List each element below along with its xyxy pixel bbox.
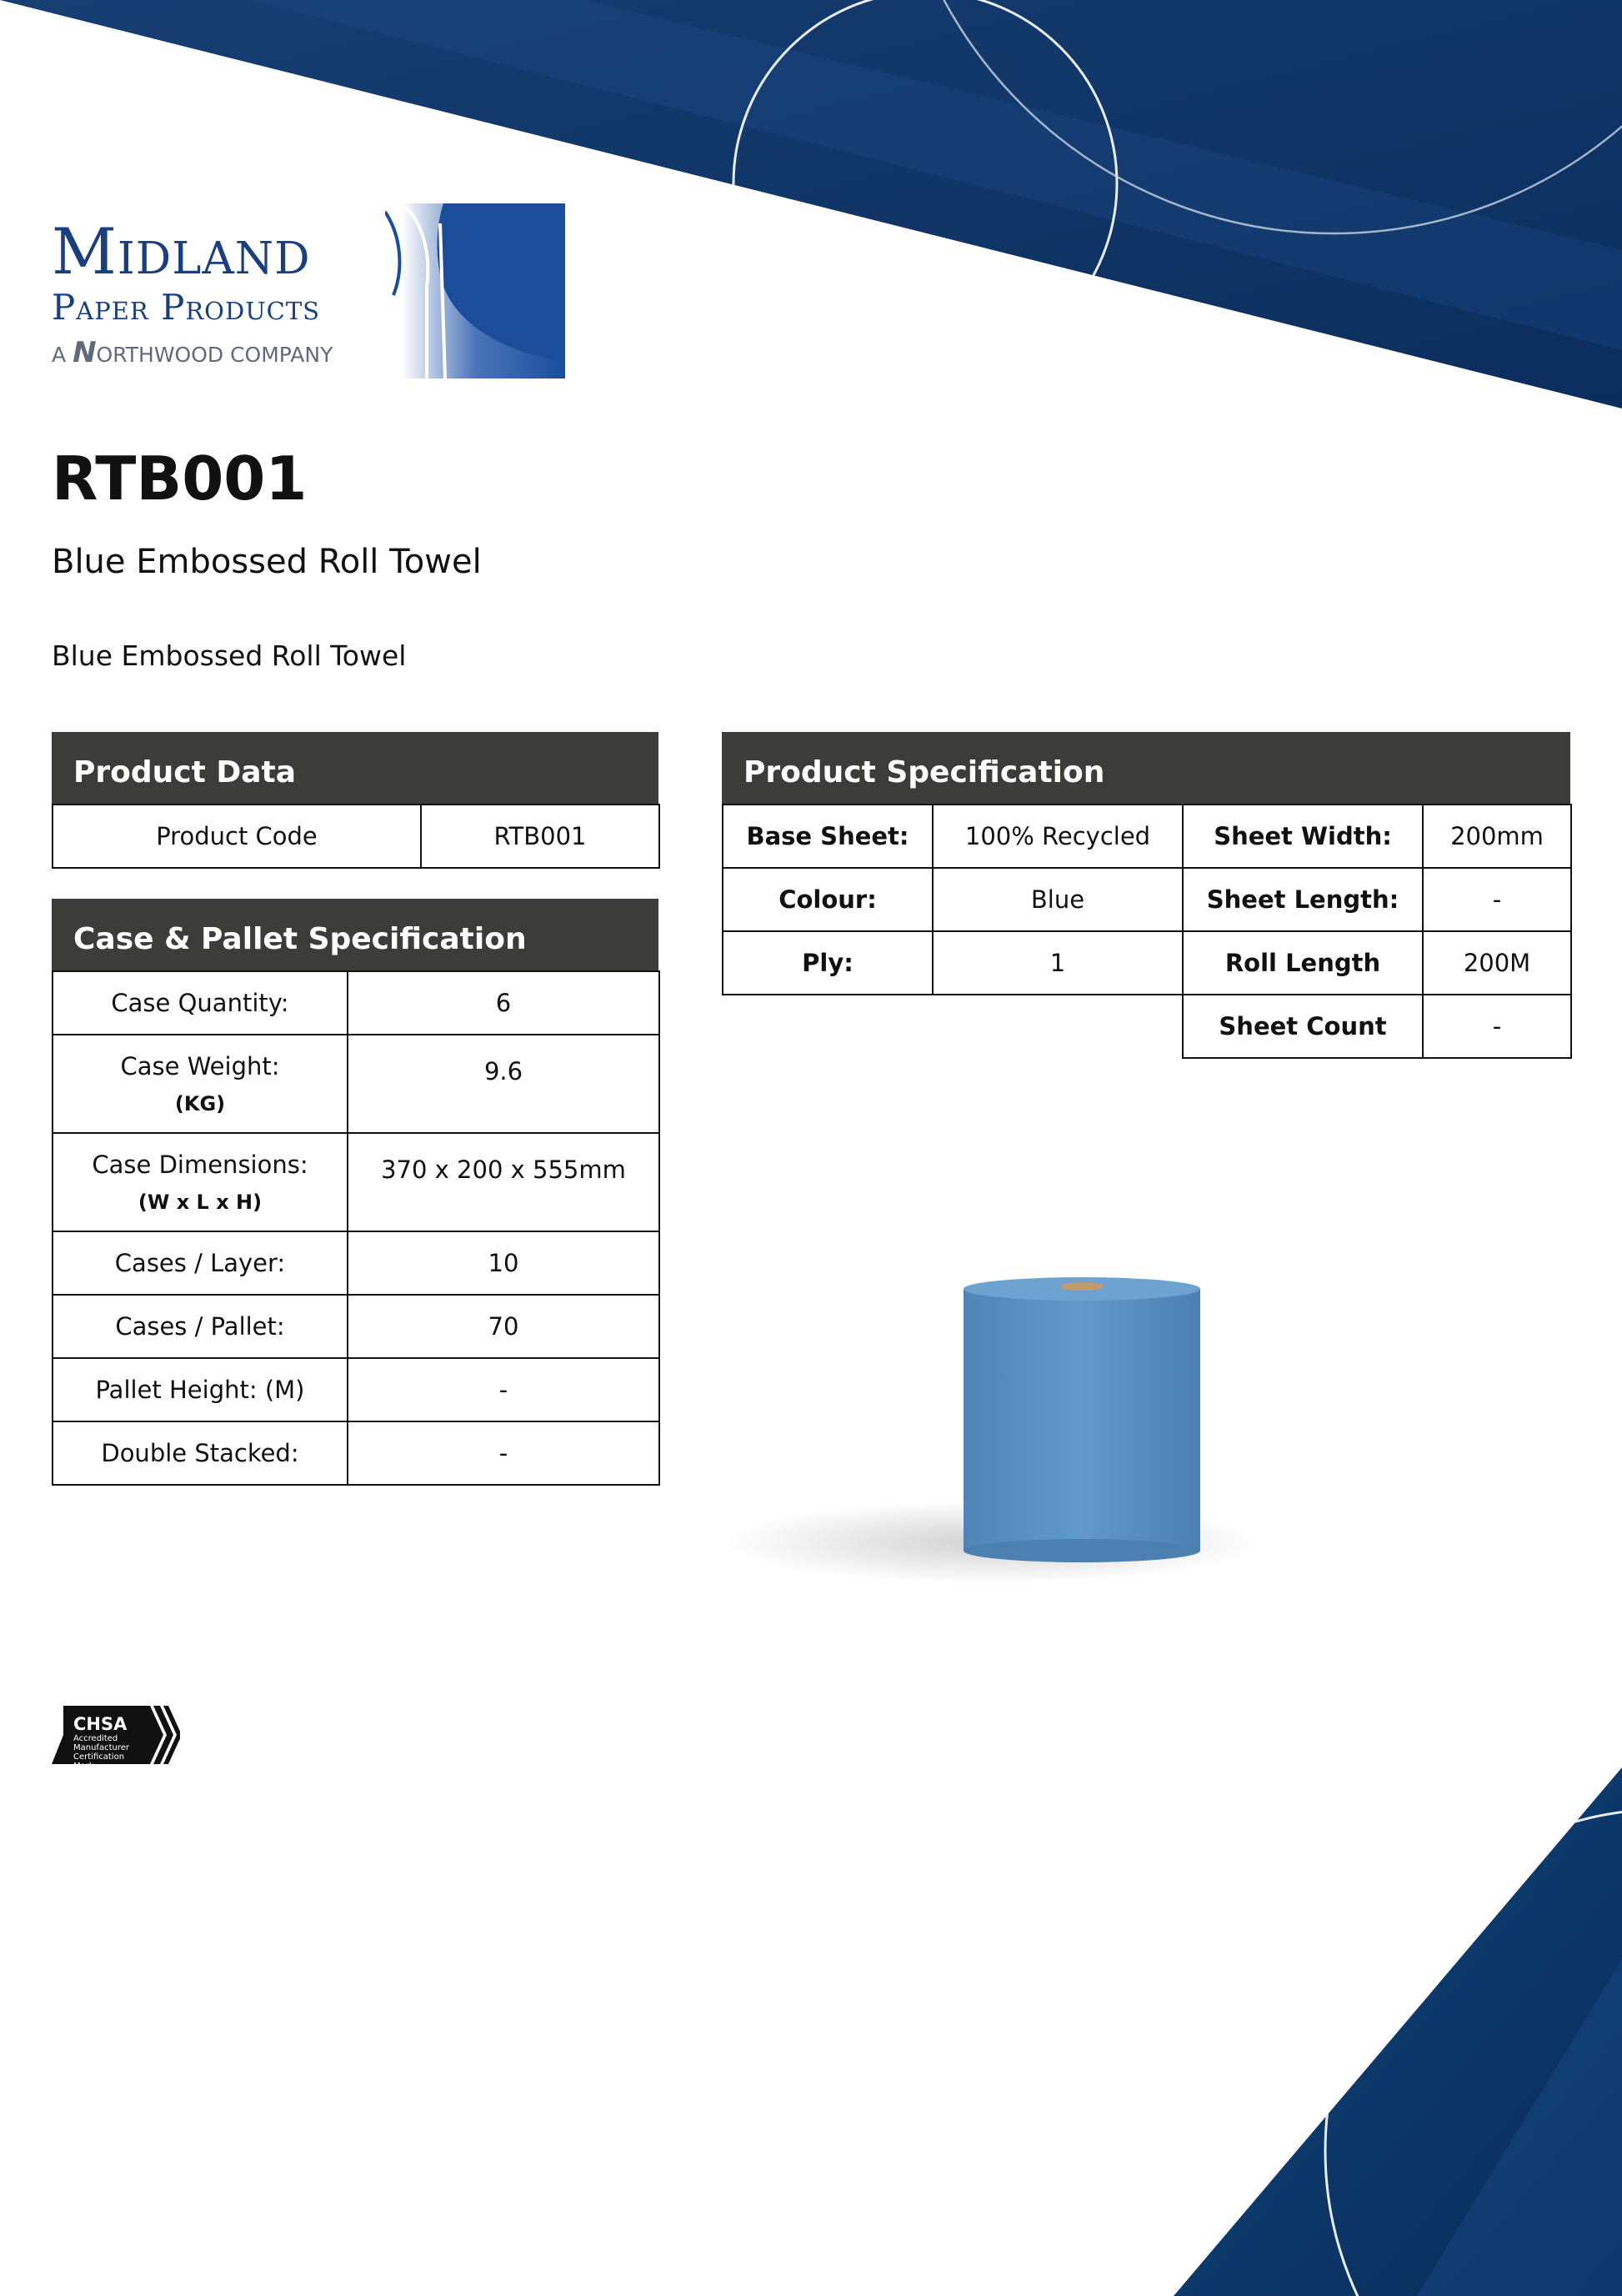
sheet-length-label: Sheet Length: bbox=[1183, 868, 1423, 931]
case-dimensions-value: 370 x 200 x 555mm bbox=[348, 1133, 659, 1231]
roll-length-value: 200M bbox=[1423, 931, 1571, 995]
table-row bbox=[53, 1358, 659, 1421]
chsa-name: CHSA bbox=[73, 1714, 128, 1734]
table-row bbox=[53, 971, 659, 1035]
table-row bbox=[53, 1231, 659, 1295]
table-row bbox=[53, 1295, 659, 1358]
product-spec-panel bbox=[722, 732, 1570, 1059]
product-code-label: Product Code bbox=[53, 805, 421, 868]
sheet-length-value: - bbox=[1423, 868, 1571, 931]
roll-length-label: Roll Length bbox=[1183, 931, 1423, 995]
empty-cell bbox=[933, 995, 1183, 1058]
logo-line-paper-products: Paper Products bbox=[52, 287, 321, 328]
base-sheet-value: 100% Recycled bbox=[933, 805, 1183, 868]
double-stacked-value: - bbox=[348, 1421, 659, 1485]
table-row bbox=[723, 805, 1571, 868]
roll-towel-image bbox=[717, 1259, 1284, 1609]
base-sheet-label: Base Sheet: bbox=[723, 805, 933, 868]
double-stacked-label: Double Stacked: bbox=[53, 1421, 348, 1485]
product-title: Blue Embossed Roll Towel bbox=[52, 543, 482, 581]
case-dimensions-label: Case Dimensions: bbox=[92, 1151, 308, 1179]
sheet-count-label: Sheet Count bbox=[1183, 995, 1423, 1058]
cases-pallet-label: Cases / Pallet: bbox=[53, 1295, 348, 1358]
table-row bbox=[53, 1035, 659, 1133]
colour-label: Colour: bbox=[723, 868, 933, 931]
logo-northwood-rest: ORTHWOOD COMPANY bbox=[96, 343, 333, 367]
product-code-title: RTB001 bbox=[52, 444, 308, 514]
company-logo bbox=[52, 203, 565, 378]
case-quantity-value: 6 bbox=[348, 971, 659, 1035]
case-weight-unit: (KG) bbox=[174, 1092, 226, 1115]
logo-line-midland: Midland bbox=[52, 214, 311, 288]
pallet-height-value: - bbox=[348, 1358, 659, 1421]
ply-label: Ply: bbox=[723, 931, 933, 995]
case-pallet-table bbox=[52, 970, 660, 1486]
product-spec-table bbox=[722, 804, 1572, 1059]
product-data-heading: Product Data bbox=[52, 732, 658, 804]
product-description: Blue Embossed Roll Towel bbox=[52, 639, 407, 672]
ply-value: 1 bbox=[933, 931, 1183, 995]
chsa-text: Accredited Manufacturer Certification Mark bbox=[73, 1734, 129, 1771]
empty-cell bbox=[723, 995, 933, 1058]
sheet-width-label: Sheet Width: bbox=[1183, 805, 1423, 868]
product-spec-heading: Product Specification bbox=[722, 732, 1570, 804]
cases-layer-label: Cases / Layer: bbox=[53, 1231, 348, 1295]
case-pallet-heading: Case & Pallet Specification bbox=[52, 899, 658, 970]
table-row bbox=[53, 1421, 659, 1485]
cases-layer-value: 10 bbox=[348, 1231, 659, 1295]
logo-line-northwood bbox=[52, 338, 333, 367]
logo-prefix: A bbox=[52, 343, 67, 367]
table-row bbox=[53, 1133, 659, 1231]
table-row bbox=[723, 868, 1571, 931]
cases-pallet-value: 70 bbox=[348, 1295, 659, 1358]
case-quantity-label: Case Quantity: bbox=[53, 971, 348, 1035]
logo-mark-icon bbox=[385, 203, 565, 378]
case-weight-value: 9.6 bbox=[348, 1035, 659, 1133]
case-pallet-panel bbox=[52, 899, 658, 1486]
product-code-value: RTB001 bbox=[421, 805, 659, 868]
sheet-count-value: - bbox=[1423, 995, 1571, 1058]
table-row bbox=[723, 995, 1571, 1058]
chsa-badge bbox=[52, 1706, 180, 1771]
pallet-height-label: Pallet Height: (M) bbox=[53, 1358, 348, 1421]
case-dimensions-label-cell bbox=[53, 1133, 348, 1231]
table-row bbox=[53, 805, 659, 868]
product-data-panel bbox=[52, 732, 658, 869]
sheet-width-value: 200mm bbox=[1423, 805, 1571, 868]
case-dimensions-unit: (W x L x H) bbox=[138, 1191, 263, 1214]
product-data-table bbox=[52, 804, 660, 869]
table-row bbox=[723, 931, 1571, 995]
case-weight-label-cell bbox=[53, 1035, 348, 1133]
colour-value: Blue bbox=[933, 868, 1183, 931]
logo-northwood-n: N bbox=[73, 336, 97, 369]
case-weight-label: Case Weight: bbox=[120, 1052, 280, 1080]
